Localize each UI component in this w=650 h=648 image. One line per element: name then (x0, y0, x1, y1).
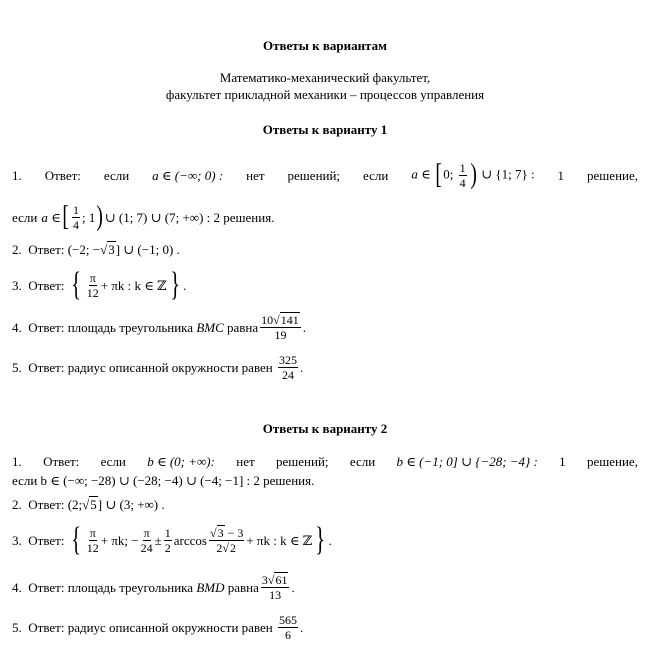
v2-answer-5: 5. Ответ: радиус описанной окружности равен $\frac{565}{6}$ . (12, 612, 304, 642)
v2-answer-3: 3. Ответ: { $\frac{\pi}{12}$ + πk; − $\frac{\pi}{24}$ ± $\frac{1}{2}$ arccos $\frac{√3 - 3}{2√2}$ + πk : k ∈ ℤ } . (12, 521, 332, 558)
page-title: Ответы к вариантам (263, 38, 387, 53)
v2-answer-1-line-1: 1. Ответ: если b ∈ (0; +∞): нет решений; если b ∈ (−1; 0] ∪ {−28; −4} : 1 решение, (12, 454, 638, 469)
v1-answer-3: 3. Ответ: { $\frac{\pi}{12}$ + πk : k ∈ ℤ } . (12, 266, 187, 303)
v1-answer-4: 4. Ответ: площадь треугольника BMC равна $\frac{10√141}{19}$ . (12, 312, 306, 342)
faculty-line-1: Математико-механический факультет, (219, 70, 431, 85)
variant-1-title: Ответы к варианту 1 (262, 122, 388, 137)
v2-answer-4: 4. Ответ: площадь треугольника BMD равна $\frac{3√61}{13}$ . (12, 572, 295, 602)
v2-answer-1-line-2: если b ∈ (−∞; −28) ∪ (−28; −4) ∪ (−4; −1] : 2 решения. (12, 473, 315, 488)
v1-answer-1-line-2: если a ∈ [ $\frac{1}{4}$ ; 1 ) ∪ (1; 7) ∪ (7; +∞) : 2 решения. (12, 201, 275, 232)
v1-answer-5: 5. Ответ: радиус описанной окружности равен $\frac{325}{24}$ . (12, 352, 304, 382)
faculty-line-2: факультет прикладной механики – процессов управления (165, 87, 485, 102)
variant-2-title: Ответы к варианту 2 (262, 421, 388, 436)
v1-answer-1-line-1: 1. Ответ: если a ∈ (−∞; 0) : нет решений; если a ∈ [0; $\frac{1}{4}$ ) ∪ {1; 7} : 1 решение, (12, 159, 638, 190)
v1-answer-2: 2. Ответ: (−2; −√3] ∪ (−1; 0) . (12, 242, 180, 257)
v2-answer-2: 2. Ответ: (2;√5] ∪ (3; +∞) . (12, 497, 165, 512)
